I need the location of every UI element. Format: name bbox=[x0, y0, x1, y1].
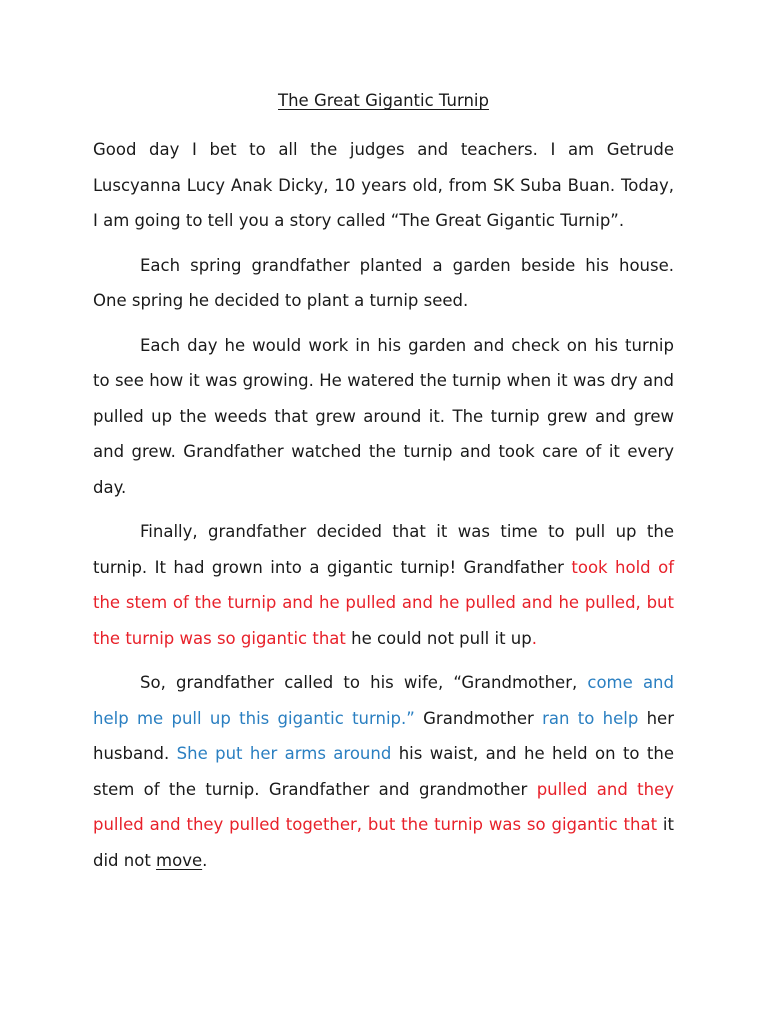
text-segment: move bbox=[156, 850, 203, 870]
text-segment: . bbox=[202, 850, 208, 870]
text-segment: Each spring grandfather planted a garden beside his house. One spring he decided to plant a turnip seed. bbox=[93, 255, 674, 310]
text-segment: . bbox=[531, 628, 537, 648]
document-page bbox=[93, 88, 674, 887]
text-segment: Finally, grandfather decided that it was time to pull up the turnip. It had grown into a gigantic turnip! Grandfather bbox=[93, 522, 674, 577]
text-segment: pulled and they pulled and they pulled together, but the turnip was so gigantic that bbox=[93, 779, 674, 834]
text-segment: ran to help bbox=[542, 708, 639, 728]
text-segment: it did not bbox=[93, 815, 674, 870]
text-segment: Grandmother bbox=[414, 708, 543, 728]
text-segment: Each day he would work in his garden and check on his turnip to see how it was growing. He watered the turnip when it was dry and pulled up the weeds that grew around it. The turnip grew and grew and grew. Grandfather watched the turnip and took care of it every day. bbox=[93, 335, 674, 497]
paragraph-1 bbox=[93, 132, 674, 239]
text-segment: come and help me pull up this gigantic turnip.” bbox=[93, 673, 674, 728]
document-title: The Great Gigantic Turnip bbox=[278, 91, 489, 110]
text-segment: his waist, and he held on to the stem of the turnip. Grandfather and grandmother bbox=[93, 744, 674, 799]
paragraph-3 bbox=[93, 328, 674, 506]
paragraph-2 bbox=[93, 248, 674, 319]
text-segment: Good day I bet to all the judges and teachers. I am Getrude Luscyanna Lucy Anak Dicky, 10 years old, from SK Suba Buan. Today, I am going to tell you a story called “The Great Gigantic Turnip”. bbox=[93, 140, 674, 230]
text-segment: So, grandfather called to his wife, “Grandmother, bbox=[140, 673, 588, 692]
text-segment: took hold of the stem of the turnip and he pulled and he pulled and he pulled, but the turnip was so gigantic that bbox=[93, 557, 675, 648]
document-body bbox=[93, 132, 674, 878]
text-segment: he could not pull it up bbox=[345, 628, 532, 648]
paragraph-4 bbox=[93, 514, 674, 656]
text-segment: She put her arms around bbox=[176, 744, 392, 763]
paragraph-5 bbox=[93, 665, 674, 878]
text-segment: her husband. bbox=[93, 708, 674, 763]
